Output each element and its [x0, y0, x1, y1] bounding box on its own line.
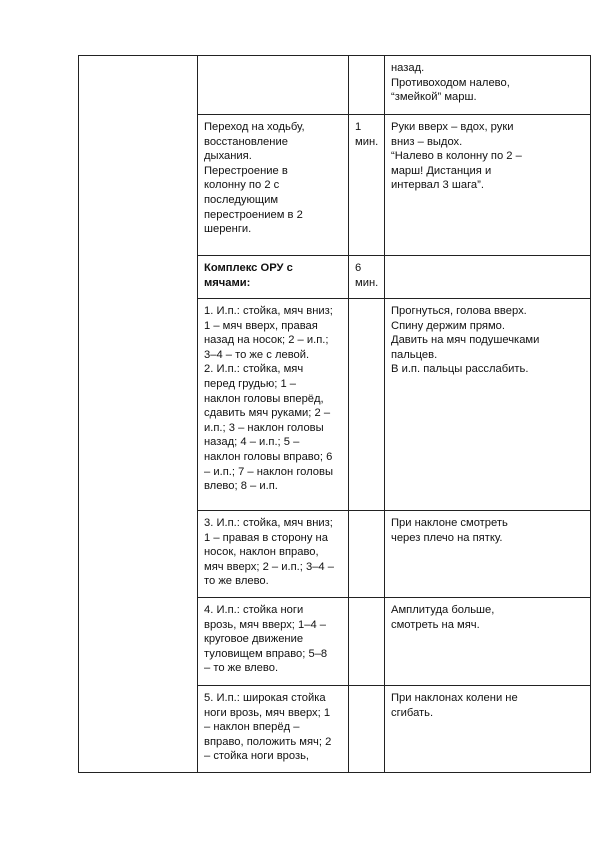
- content-line: мяч вверх; 2 – и.п.; 3–4 –: [204, 560, 334, 573]
- notes-line: “змейкой” марш.: [391, 91, 477, 104]
- content-line: сдавить мяч руками; 2 –: [204, 407, 331, 420]
- content-line: 2. И.п.: стойка, мяч: [204, 363, 304, 376]
- notes-line: “Налево в колонну по 2 –: [391, 150, 522, 163]
- content-line: 5. И.п.: широкая стойка: [204, 692, 326, 704]
- table-row: [79, 56, 591, 115]
- content-line: круговое движение: [204, 633, 304, 646]
- time-line: мин.: [355, 135, 379, 148]
- section-heading: Комплекс ОРУ с: [204, 262, 293, 274]
- time-cell: [349, 686, 385, 773]
- time-cell: [349, 56, 385, 115]
- content-line: 4. И.п.: стойка ноги: [204, 604, 304, 616]
- content-line: восстановление: [204, 135, 288, 148]
- content-cell: [198, 598, 349, 686]
- content-cell: [198, 56, 349, 115]
- content-line: – то же влево.: [204, 662, 279, 675]
- content-line: перестроением в 2: [204, 208, 303, 221]
- content-cell: [198, 299, 349, 511]
- time-cell: [349, 256, 385, 299]
- notes-cell: [385, 299, 591, 511]
- content-line: Переход на ходьбу,: [204, 121, 305, 133]
- notes-line: интервал 3 шага”.: [391, 179, 484, 192]
- notes-line: Спину держим прямо.: [391, 319, 506, 332]
- content-line: туловищем вправо; 5–8: [204, 647, 328, 660]
- time-line: мин.: [355, 276, 379, 289]
- content-line: шеренги.: [204, 223, 252, 236]
- content-line: влево; 8 – и.п.: [204, 480, 278, 493]
- time-cell: [349, 299, 385, 511]
- notes-line: При наклоне смотреть: [391, 517, 508, 529]
- content-line: 1. И.п.: стойка, мяч вниз;: [204, 305, 333, 317]
- content-line: назад на носок; 2 – и.п.;: [204, 334, 329, 347]
- content-line: и.п.; 3 – наклон головы: [204, 421, 324, 434]
- content-line: назад; 4 – и.п.; 5 –: [204, 436, 300, 449]
- notes-cell: [385, 115, 591, 256]
- section-cell: [79, 56, 198, 773]
- content-cell: [198, 686, 349, 773]
- content-line: Перестроение в: [204, 164, 288, 177]
- content-line: последующим: [204, 193, 279, 206]
- notes-line: При наклонах колени не: [391, 692, 518, 704]
- notes-cell: [385, 56, 591, 115]
- content-line: наклон головы вправо; 6: [204, 450, 333, 463]
- content-line: 3. И.п.: стойка, мяч вниз;: [204, 517, 333, 529]
- notes-cell: [385, 511, 591, 598]
- notes-line: Давить на мяч подушечками: [391, 334, 540, 347]
- content-line: то же влево.: [204, 575, 269, 588]
- content-line: – и.п.; 7 – наклон головы: [204, 465, 333, 478]
- notes-line: Амплитуда больше,: [391, 604, 495, 616]
- time-cell: [349, 598, 385, 686]
- notes-line: Противоходом налево,: [391, 76, 510, 89]
- content-line: врозь, мяч вверх; 1–4 –: [204, 618, 327, 631]
- content-line: дыхания.: [204, 150, 252, 163]
- time-line: 6: [355, 262, 362, 274]
- notes-line: пальцев.: [391, 348, 438, 361]
- notes-line: марш! Дистанция и: [391, 164, 492, 177]
- notes-line: сгибать.: [391, 706, 434, 719]
- notes-line: вниз – выдох.: [391, 135, 463, 148]
- time-line: 1: [355, 121, 362, 133]
- content-cell: [198, 115, 349, 256]
- lesson-plan-table: [78, 55, 591, 773]
- content-line: носок, наклон вправо,: [204, 546, 319, 559]
- notes-line: Прогнуться, голова вверх.: [391, 305, 527, 317]
- content-line: – наклон вперёд –: [204, 721, 300, 734]
- notes-line: через плечо на пятку.: [391, 531, 503, 544]
- content-line: 1 – мяч вверх, правая: [204, 319, 318, 332]
- content-line: перед грудью; 1 –: [204, 377, 297, 390]
- notes-line: В и.п. пальцы расслабить.: [391, 363, 529, 376]
- content-line: наклон головы вперёд,: [204, 392, 324, 405]
- notes-line: Руки вверх – вдох, руки: [391, 121, 514, 133]
- notes-cell: [385, 686, 591, 773]
- content-line: ноги врозь, мяч вверх; 1: [204, 706, 331, 719]
- time-cell: [349, 115, 385, 256]
- content-line: – стойка ноги врозь,: [204, 750, 310, 763]
- content-line: вправо, положить мяч; 2: [204, 735, 332, 748]
- notes-cell: [385, 598, 591, 686]
- notes-cell: [385, 256, 591, 299]
- notes-line: смотреть на мяч.: [391, 618, 480, 631]
- content-cell: [198, 511, 349, 598]
- time-cell: [349, 511, 385, 598]
- content-line: колонну по 2 с: [204, 179, 280, 192]
- content-line: 1 – правая в сторону на: [204, 531, 328, 544]
- content-cell: [198, 256, 349, 299]
- content-line: 3–4 – то же с левой.: [204, 348, 310, 361]
- section-heading: мячами:: [204, 276, 251, 289]
- notes-line: назад.: [391, 62, 425, 74]
